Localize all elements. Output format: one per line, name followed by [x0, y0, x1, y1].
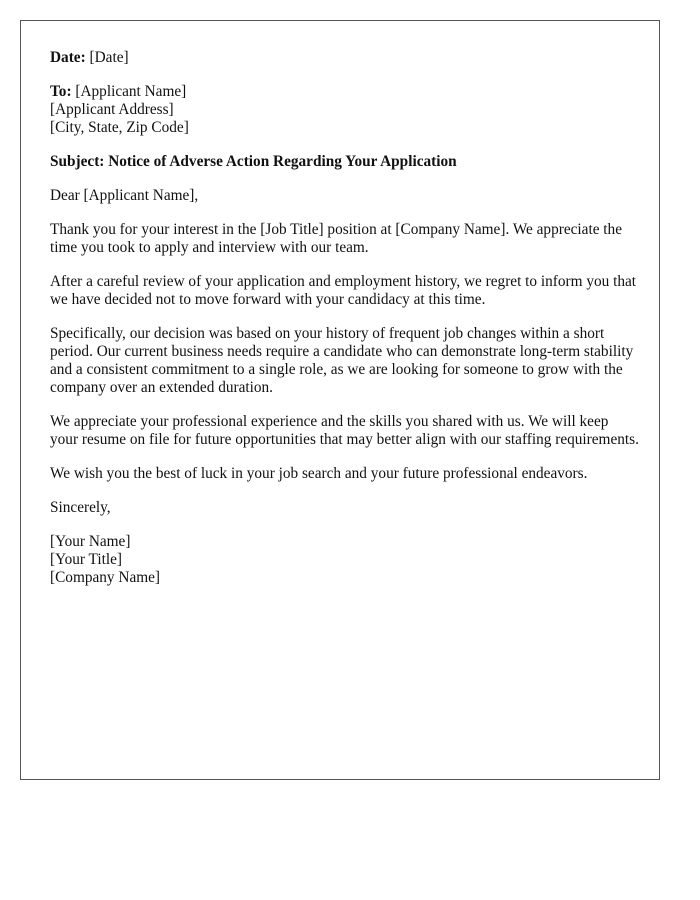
signer-company: [Company Name]: [50, 569, 161, 586]
recipient-name: [Applicant Name]: [75, 83, 187, 100]
paragraph-decision: After a careful review of your application and employment history, we regret to inform you that we have decided not to move forward with your candidacy at this time.: [50, 273, 637, 308]
date-label: Date:: [50, 49, 86, 66]
greeting: Dear [Applicant Name],: [50, 187, 199, 204]
valediction: Sincerely,: [50, 499, 111, 516]
letter-frame: [20, 20, 660, 780]
paragraph-reason: Specifically, our decision was based on your history of frequent job changes within a short period. Our current business needs require a candidate who can demonstrate long-term stability and a consistent commitment to a single role, as we are looking for someone to grow with the company over an extended duration.: [50, 325, 634, 396]
recipient-address: [Applicant Address]: [50, 101, 174, 118]
signer-name: [Your Name]: [50, 533, 131, 550]
date-line: [50, 49, 640, 67]
paragraph-good-luck: We wish you the best of luck in your job search and your future professional endeavors.: [50, 465, 588, 482]
recipient-city: [City, State, Zip Code]: [50, 119, 189, 136]
paragraph-resume-on-file: We appreciate your professional experience and the skills you shared with us. We will keep your resume on file for future opportunities that may better align with our staffing requirements.: [50, 413, 639, 448]
paragraph-interest: Thank you for your interest in the [Job Title] position at [Company Name]. We appreciate the time you took to apply and interview with our team.: [50, 221, 622, 256]
date-value: [Date]: [89, 49, 129, 66]
signature-block: [50, 533, 640, 587]
signer-title: [Your Title]: [50, 551, 122, 568]
subject-line: Subject: Notice of Adverse Action Regarding Your Application: [50, 153, 457, 170]
recipient-name-line: [50, 83, 640, 101]
letter-body: [50, 49, 640, 603]
recipient-block: [50, 83, 640, 137]
to-label: To:: [50, 83, 72, 100]
